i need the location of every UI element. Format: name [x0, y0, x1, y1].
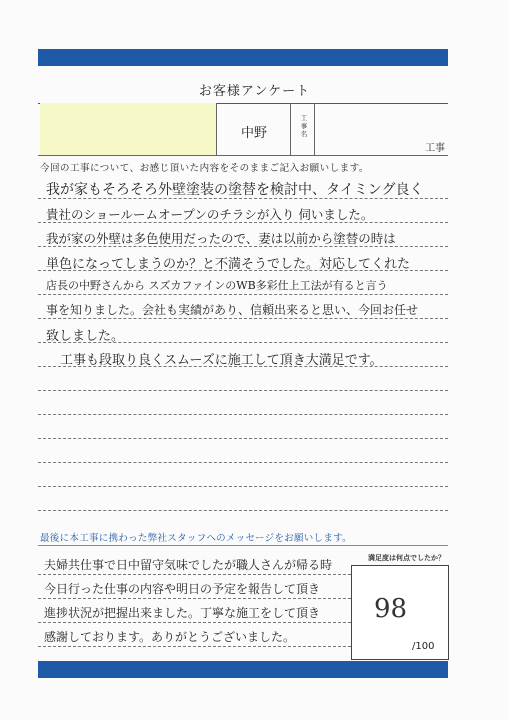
staff-message-line: 今日行った仕事の内容や明日の予定を報告して頂き [44, 582, 321, 596]
ruled-line [38, 622, 351, 623]
ruled-line [38, 510, 448, 511]
comment-line: 単色になってしまうのか？と不満そうでした。対応してくれた [46, 257, 411, 272]
koji-label-char: 工 [300, 114, 308, 122]
ruled-line [38, 574, 351, 575]
header-divider [216, 103, 217, 155]
ruled-line [38, 390, 448, 391]
staff-message-line: 感謝しております。ありがとうございました。 [44, 630, 296, 644]
ruled-line [38, 462, 448, 463]
staff-message-line: 進捗状況が把握出来ました。丁寧な施工をして頂き [44, 606, 321, 620]
ruled-line [38, 486, 448, 487]
staff-message-label: 最後に本工事に携わった弊社スタッフへのメッセージをお願いします。 [40, 533, 352, 544]
staff-name: 中野 [241, 126, 268, 141]
koji-suffix: 工事 [425, 143, 445, 154]
bottom-color-band [38, 661, 448, 678]
comment-line: 店長の中野さんから スズカファインのWB多彩仕上工法が有ると言う [46, 279, 388, 292]
ruled-line [38, 646, 351, 647]
ruled-line [38, 414, 448, 415]
score-max: /100 [412, 641, 435, 652]
form-title: お客様アンケート [198, 84, 311, 99]
top-color-band [38, 49, 448, 66]
ruled-line [38, 598, 351, 599]
comment-line: 貴社のショールームオープンのチラシが入り 伺いました。 [46, 207, 374, 222]
ruled-line [38, 438, 448, 439]
ruled-line [38, 318, 448, 319]
intro-text: 今回の工事について、お感じ頂いた内容をそのままご記入お願いします。 [40, 163, 369, 174]
staff-message-line: 夫婦共仕事で日中留守気味でしたが職人さんが帰る時 [44, 558, 333, 572]
koji-label-char: 事 [300, 122, 308, 130]
comment-line: 工事も段取り良くスムーズに施工して頂き大満足です。 [60, 353, 383, 368]
customer-name-redaction [40, 103, 216, 155]
header-divider [314, 103, 315, 155]
ruled-line [38, 294, 448, 295]
score-label: 満足度は何点でしたか？ [368, 554, 445, 562]
header-bottom-rule [38, 155, 448, 156]
comment-line: 事を知りました。会社も実績があり、信頼出来ると思い、今回お任せ [46, 303, 419, 317]
comment-line: 我が家もそろそろ外壁塗装の塗替を検討中、タイミング良く [46, 182, 424, 198]
comment-line: 我が家の外壁は多色使用だったので、妻は以前から塗替の時は [46, 231, 396, 246]
staff-message-divider [38, 545, 448, 546]
comment-line: 致しました。 [46, 329, 125, 344]
koji-label-char: 名 [300, 130, 308, 138]
score-value: 98 [374, 594, 408, 624]
koji-name-label [300, 114, 308, 138]
header-divider [290, 103, 291, 155]
